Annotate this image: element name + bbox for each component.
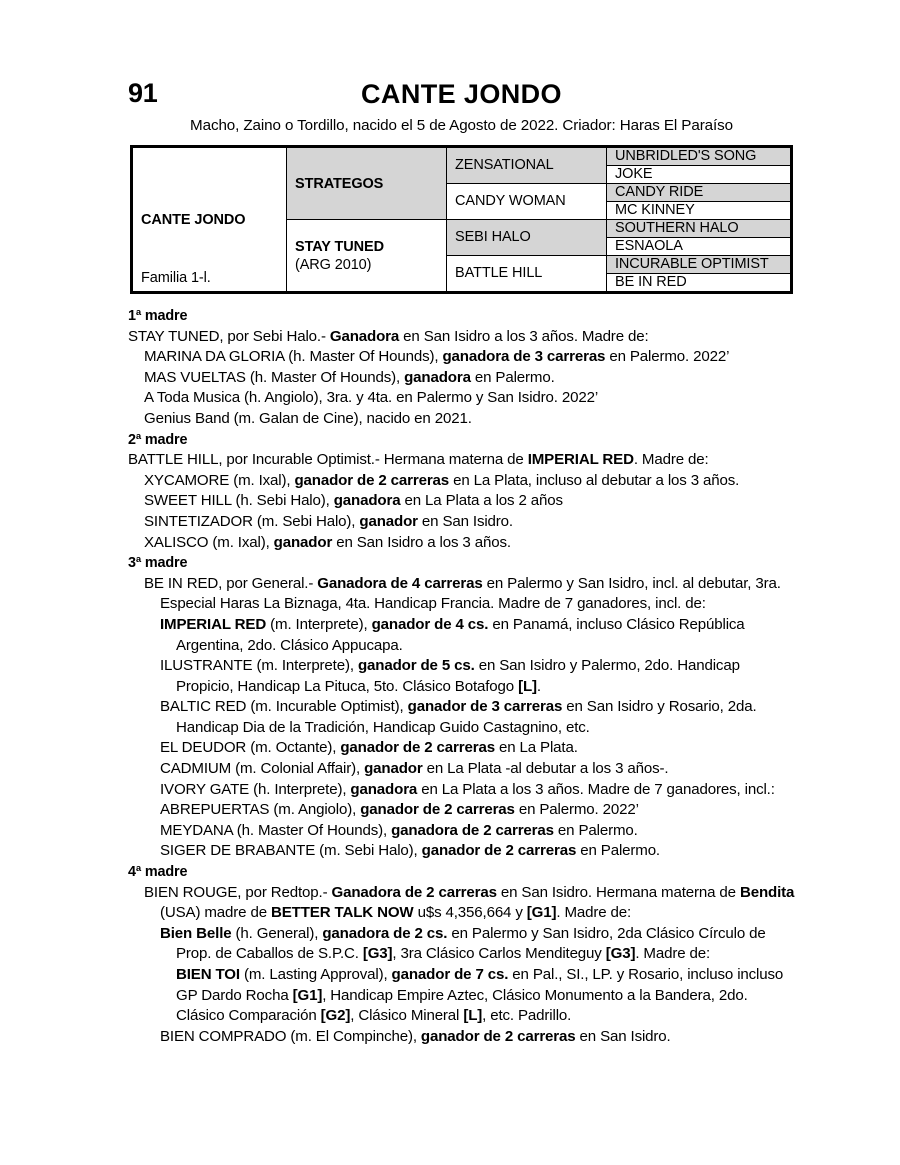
- pedigree-sire-name: STRATEGOS: [295, 175, 384, 192]
- header: [128, 78, 795, 112]
- narrative-line: BALTIC RED (m. Incurable Optimist), ganador de 3 carreras en San Isidro y Rosario, 2da. Handicap Dia de la Tradición, Handicap Guido Castagnino, etc.: [160, 698, 757, 736]
- narrative-line: SIGER DE BRABANTE (m. Sebi Halo), ganador de 2 carreras en Palermo.: [160, 842, 660, 860]
- narrative-line: MAS VUELTAS (h. Master Of Hounds), ganadora en Palermo.: [144, 368, 555, 386]
- narrative-line: Bien Belle (h. General), ganadora de 2 cs. en Palermo y San Isidro, 2da Clásico Círculo de Prop. de Caballos de S.P.C. [G3], 3ra Clásico Carlos Menditeguy [G3]. Madre de:: [160, 924, 766, 963]
- pedigree-ggp-1: UNBRIDLED'S SONG: [607, 147, 792, 166]
- narrative-line: XYCAMORE (m. Ixal), ganador de 2 carreras en La Plata, incluso al debutar a los 3 años.: [144, 471, 740, 489]
- narrative-line: BIEN COMPRADO (m. El Compinche), ganador de 2 carreras en San Isidro.: [160, 1027, 671, 1045]
- narrative-line: ILUSTRANTE (m. Interprete), ganador de 5 cs. en San Isidro y Palermo, 2do. Handicap Propicio, Handicap La Pituca, 5to. Clásico Botafogo [L].: [160, 657, 740, 695]
- section-heading: 1ª madre: [128, 308, 188, 324]
- page-title: CANTE JONDO: [361, 79, 562, 109]
- pedigree-gp-3: SEBI HALO: [447, 220, 607, 256]
- narrative-line: A Toda Musica (h. Angiolo), 3ra. y 4ta. en Palermo y San Isidro. 2022’: [144, 389, 599, 407]
- pedigree-ggp-4: MC KINNEY: [607, 202, 792, 220]
- pedigree-ggp-2: JOKE: [607, 166, 792, 184]
- pedigree-narrative: [128, 306, 795, 1047]
- narrative-line: CADMIUM (m. Colonial Affair), ganador en La Plata -al debutar a los 3 años-.: [160, 760, 669, 778]
- pedigree-sire-cell: [287, 147, 447, 220]
- pedigree-gp-1: ZENSATIONAL: [447, 147, 607, 184]
- narrative-line: SWEET HILL (h. Sebi Halo), ganadora en La Plata a los 2 años: [144, 492, 563, 510]
- narrative-line: STAY TUNED, por Sebi Halo.- Ganadora en San Isidro a los 3 años. Madre de:: [128, 327, 649, 345]
- pedigree-subject-name: CANTE JONDO: [141, 212, 246, 228]
- narrative-line: EL DEUDOR (m. Octante), ganador de 2 carreras en La Plata.: [160, 739, 578, 757]
- narrative-line: SINTETIZADOR (m. Sebi Halo), ganador en San Isidro.: [144, 512, 513, 530]
- section-heading: 2ª madre: [128, 431, 188, 448]
- pedigree-table-wrapper: [130, 145, 790, 294]
- pedigree-dam-note: (ARG 2010): [295, 256, 372, 273]
- pedigree-ggp-5: SOUTHERN HALO: [607, 220, 792, 238]
- pedigree-ggp-8: BE IN RED: [607, 274, 792, 293]
- pedigree-dam-cell: [287, 220, 447, 293]
- narrative-line: XALISCO (m. Ixal), ganador en San Isidro a los 3 años.: [144, 533, 511, 551]
- section-heading: 3ª madre: [128, 555, 188, 572]
- narrative-line: IMPERIAL RED (m. Interprete), ganador de 4 cs. en Panamá, incluso Clásico República Argentina, 2do. Clásico Appucapa.: [160, 615, 745, 654]
- pedigree-ggp-7: INCURABLE OPTIMIST: [607, 256, 792, 274]
- pedigree-subject-cell: [132, 147, 287, 293]
- pedigree-ggp-3: CANDY RIDE: [607, 184, 792, 202]
- catalog-number: 91: [128, 78, 158, 108]
- table-row: [132, 147, 792, 166]
- pedigree-table: [130, 145, 793, 294]
- section-heading: 4ª madre: [128, 864, 188, 881]
- pedigree-gp-2: CANDY WOMAN: [447, 184, 607, 220]
- horse-subtitle: Macho, Zaino o Tordillo, nacido el 5 de Agosto de 2022. Criador: Haras El Paraíso: [190, 117, 733, 134]
- pedigree-ggp-6: ESNAOLA: [607, 238, 792, 256]
- narrative-line: MARINA DA GLORIA (h. Master Of Hounds), ganadora de 3 carreras en Palermo. 2022’: [144, 348, 730, 366]
- narrative-line: BIEN TOI (m. Lasting Approval), ganador de 7 cs. en Pal., SI., LP. y Rosario, incluso incluso GP Dardo Rocha [G1], Handicap Empire Aztec, Clásico Monumento a la Bandera, 2do. Clásico Comparación [G2], Clásico Mineral [L], etc. Padrillo.: [176, 966, 784, 1025]
- narrative-line: IVORY GATE (h. Interprete), ganadora en La Plata a los 3 años. Madre de 7 ganadores, incl.:: [160, 780, 775, 798]
- pedigree-familia: Familia 1-l.: [141, 270, 211, 286]
- narrative-line: BE IN RED, por General.- Ganadora de 4 carreras en Palermo y San Isidro, incl. al debutar, 3ra. Especial Haras La Biznaga, 4ta. Handicap Francia. Madre de 7 ganadores, incl. de:: [144, 574, 781, 613]
- pedigree-gp-4: BATTLE HILL: [447, 256, 607, 293]
- narrative-line: Genius Band (m. Galan de Cine), nacido en 2021.: [144, 409, 472, 427]
- narrative-line: BATTLE HILL, por Incurable Optimist.- Hermana materna de IMPERIAL RED. Madre de:: [128, 451, 709, 469]
- pedigree-dam-name: STAY TUNED: [295, 238, 384, 255]
- narrative-line: MEYDANA (h. Master Of Hounds), ganadora de 2 carreras en Palermo.: [160, 821, 638, 839]
- narrative-line: BIEN ROUGE, por Redtop.- Ganadora de 2 carreras en San Isidro. Hermana materna de Bendita (USA) madre de BETTER TALK NOW u$s 4,356,664 y [G1]. Madre de:: [144, 883, 795, 922]
- narrative-line: ABREPUERTAS (m. Angiolo), ganador de 2 carreras en Palermo. 2022’: [160, 801, 639, 819]
